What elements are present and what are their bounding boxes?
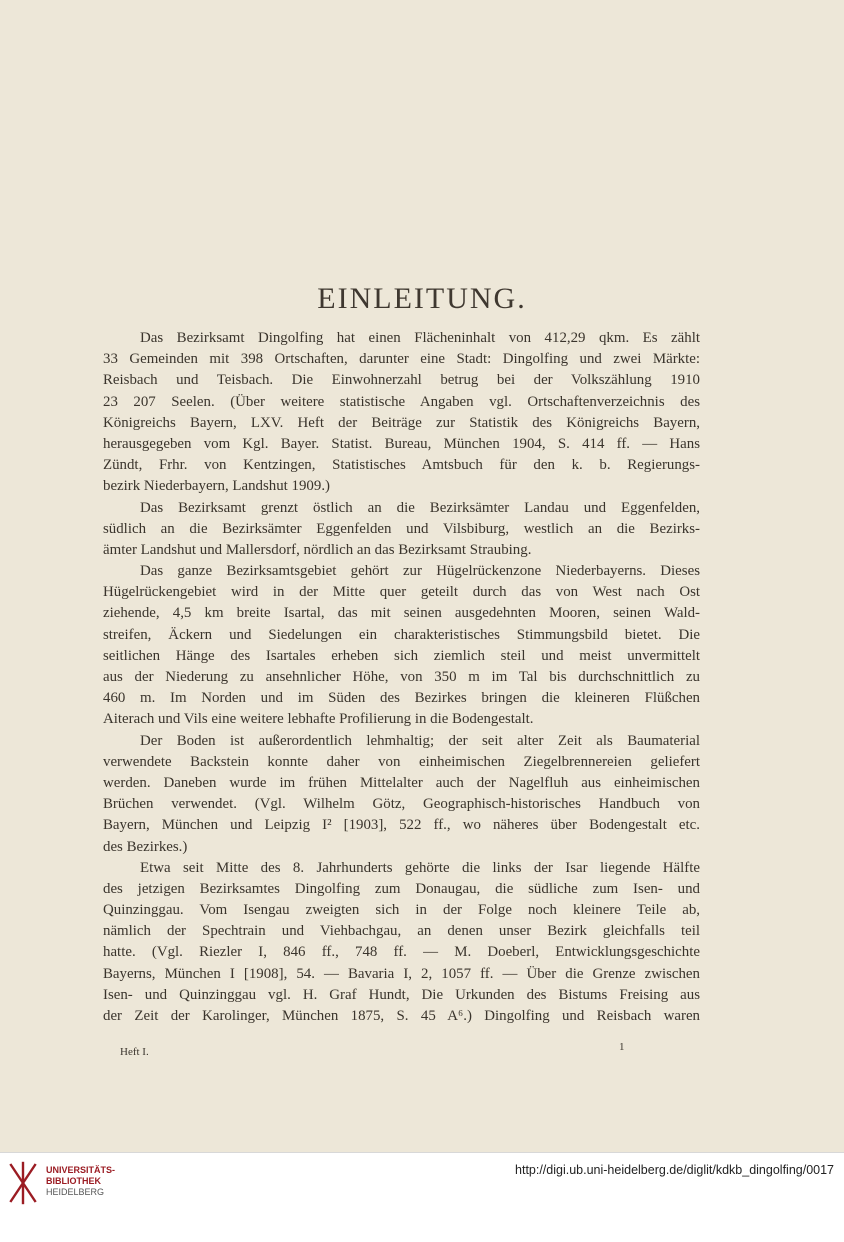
text-line: aus der Niederung zu ansehnlicher Höhe, von 350 m im Tal bis durchschnittlich zu <box>103 669 700 685</box>
text-line: Reisbach und Teisbach. Die Einwohnerzahl betrug bei der Volkszählung 1910 <box>103 372 700 389</box>
text-line: 33 Gemeinden mit 398 Ortschaften, darunter eine Stadt: Dingolfing und zwei Märkte: <box>103 351 700 368</box>
page-url[interactable]: http://digi.ub.uni-heidelberg.de/diglit/kdkb_dingolfing/0017 <box>515 1163 834 1177</box>
body-text <box>103 328 700 1027</box>
text-line: 23 207 Seelen. (Über weitere statistische Angaben vgl. Ortschaftenverzeichnis des <box>103 393 700 410</box>
text-line: verwendete Backstein konnte daher von einheimischen Ziegelbrennereien geliefert <box>103 753 700 770</box>
text-line: seitlichen Hänge des Isartales erheben sich ziemlich steil und meist unvermittelt <box>103 647 700 664</box>
text-line: Königreichs Bayern, LXV. Heft der Beiträge zur Statistik des Königreichs Bayern, <box>103 414 700 431</box>
footer-page-number: 1 <box>619 1041 625 1053</box>
text-line: des Bezirkes.) <box>103 838 188 855</box>
text-line: Zündt, Frhr. von Kentzingen, Statistisches Amtsbuch für den k. b. Regierungs- <box>103 457 700 474</box>
text-line: Das ganze Bezirksamtsgebiet gehört zur Hügelrückenzone Niederbayerns. Dieses <box>140 563 700 580</box>
text-line: südlich an die Bezirksämter Eggenfelden und Vilsbiburg, westlich an die Bezirks- <box>103 520 700 537</box>
text-line: Etwa seit Mitte des 8. Jahrhunderts gehörte die links der Isar liegende Hälfte <box>140 859 700 876</box>
text-line: nämlich der Spechtrain und Viehbachgau, an denen unser Bezirk gleichfalls teil <box>103 923 700 940</box>
text-line: Das Bezirksamt grenzt östlich an die Bezirksämter Landau und Eggenfelden, <box>140 499 700 516</box>
text-line: Brüchen verwendet. (Vgl. Wilhelm Götz, Geographisch-historisches Handbuch von <box>103 796 700 813</box>
text-line: ziehende, 4,5 km breite Isartal, das mit seinen ausgedehnten Mooren, seinen Wald- <box>103 605 700 622</box>
text-line: ämter Landshut und Mallersdorf, nördlich an das Bezirksamt Straubing. <box>103 541 532 558</box>
text-line: Der Boden ist außerordentlich lehmhaltig; der seit alter Zeit als Baumaterial <box>140 732 700 749</box>
text-line: Aiterach und Vils eine weitere lebhafte Profilierung in die Bodengestalt. <box>103 711 534 728</box>
page-heading: EINLEITUNG. <box>317 282 527 315</box>
text-line: herausgegeben vom Kgl. Bayer. Statist. Bureau, München 1904, S. 414 ff. — Hans <box>103 435 700 452</box>
text-line: Bayern, München und Leipzig I² [1903], 522 ff., wo näheres über Bodengestalt etc. <box>103 817 700 834</box>
footer-signature: Heft I. <box>120 1046 149 1058</box>
text-line: Das Bezirksamt Dingolfing hat einen Flächeninhalt von 412,29 qkm. Es zählt <box>140 330 700 346</box>
library-name[interactable] <box>46 1165 115 1198</box>
text-line: bezirk Niederbayern, Landshut 1909.) <box>103 478 331 495</box>
text-line: der Zeit der Karolinger, München 1875, S. 45 A⁶.) Dingolfing und Reisbach waren <box>103 1008 700 1024</box>
text-line: werden. Daneben wurde im frühen Mittelalter auch der Nagelfluh aus einheimischen <box>103 774 700 791</box>
text-line: streifen, Äckern und Siedelungen ein charakteristisches Stimmungsbild bietet. Die <box>103 626 700 643</box>
text-line: 460 m. Im Norden und im Süden des Bezirkes bringen die kleineren Flüßchen <box>103 690 700 707</box>
text-line: Quinzinggau. Vom Isengau zweigten sich in der Folge noch kleinere Teile ab, <box>103 902 700 919</box>
text-line: Isen- und Quinzinggau vgl. H. Graf Hundt, Die Urkunden des Bistums Freising aus <box>103 986 700 1003</box>
text-line: des jetzigen Bezirksamtes Dingolfing zum Donaugau, die südliche zum Isen- und <box>103 880 700 897</box>
library-name-line2: BIBLIOTHEK <box>46 1176 101 1186</box>
library-name-line3: HEIDELBERG <box>46 1187 105 1197</box>
text-line: Bayerns, München I [1908], 54. — Bavaria I, 2, 1057 ff. — Über die Grenze zwischen <box>103 965 700 982</box>
library-name-line1: UNIVERSITÄTS- <box>46 1165 116 1175</box>
text-line: Hügelrückengebiet wird in der Mitte quer geteilt durch das von West nach Ost <box>103 584 700 601</box>
text-line: hatte. (Vgl. Riezler I, 846 ff., 748 ff. — M. Doeberl, Entwicklungsgeschichte <box>103 944 700 961</box>
university-library-logo-icon[interactable] <box>8 1161 38 1205</box>
